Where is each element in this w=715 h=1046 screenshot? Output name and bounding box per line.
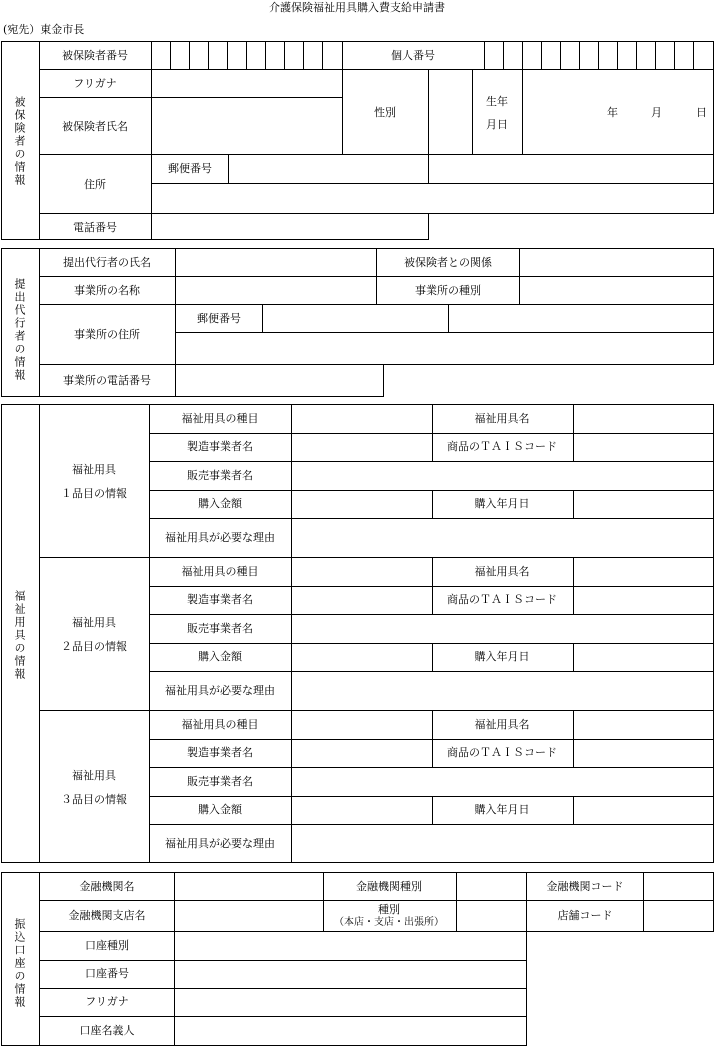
item-2-product-name-label: 福祉用具名 xyxy=(474,565,530,578)
birth-day-unit: 日 xyxy=(696,106,707,119)
office-phone-label: 事業所の電話番号 xyxy=(63,374,151,387)
branch-kind-label-1: 種別 xyxy=(378,903,400,916)
item-1-tais-label: 商品のＴＡＩＳコード xyxy=(447,440,557,453)
item-3-sublabel: ３品目の情報 xyxy=(61,793,127,806)
item-2-amount-label: 購入金額 xyxy=(198,650,242,663)
item-3-type-label: 福祉用具の種目 xyxy=(181,718,259,731)
account-furigana-label: フリガナ xyxy=(85,995,129,1008)
item-3-label: 福祉用具 xyxy=(72,769,116,782)
address-label: 住所 xyxy=(84,178,106,191)
item-1-type-label: 福祉用具の種目 xyxy=(181,412,259,425)
item-3-reason-label: 福祉用具が必要な理由 xyxy=(165,837,275,850)
item-1-seller-label: 販売事業者名 xyxy=(187,469,253,482)
item-2-reason-label: 福祉用具が必要な理由 xyxy=(165,684,275,697)
branch-code-label: 店舗コード xyxy=(557,909,613,922)
birth-month-unit: 月 xyxy=(651,106,662,119)
item-2-seller-label: 販売事業者名 xyxy=(187,622,253,635)
addressee: (宛先）東金市長 xyxy=(3,23,85,36)
furigana-label: フリガナ xyxy=(73,77,117,90)
account-type-label: 口座種別 xyxy=(85,939,129,952)
office-name-label: 事業所の名称 xyxy=(74,284,140,297)
birth-label-1: 生年 xyxy=(486,95,508,108)
equipment-section-label: 福祉用具の情報 xyxy=(13,590,26,681)
account-number-label: 口座番号 xyxy=(85,967,129,980)
branch-label: 金融機関支店名 xyxy=(68,909,146,922)
gender-label: 性別 xyxy=(374,106,396,119)
account-holder-label: 口座名義人 xyxy=(79,1024,135,1037)
item-2-tais-label: 商品のＴＡＩＳコード xyxy=(447,593,557,606)
birth-year-unit: 年 xyxy=(607,106,618,119)
item-1-label: 福祉用具 xyxy=(72,463,116,476)
item-3-manufacturer-label: 製造事業者名 xyxy=(187,746,253,759)
agent-name-label: 提出代行者の氏名 xyxy=(63,256,151,269)
form-title: 介護保険福祉用具購入費支給申請書 xyxy=(269,1,445,14)
item-3-product-name-label: 福祉用具名 xyxy=(474,718,530,731)
office-postal-label: 郵便番号 xyxy=(197,312,241,325)
personal-number-label: 個人番号 xyxy=(391,49,435,62)
item-3-seller-label: 販売事業者名 xyxy=(187,775,253,788)
item-2-sublabel: ２品目の情報 xyxy=(61,640,127,653)
insured-number-label: 被保険者番号 xyxy=(62,49,128,62)
item-2-type-label: 福祉用具の種目 xyxy=(181,565,259,578)
item-3-tais-label: 商品のＴＡＩＳコード xyxy=(447,746,557,759)
relation-label: 被保険者との関係 xyxy=(404,256,492,269)
item-1-purchase-date-label: 購入年月日 xyxy=(474,497,530,510)
agent-section-label: 提出代行者の情報 xyxy=(13,278,26,382)
bank-section-label: 振込口座の情報 xyxy=(13,918,26,1009)
insured-section-label: 被保険者の情報 xyxy=(13,96,26,187)
insured-name-label: 被保険者氏名 xyxy=(62,120,128,133)
item-2-label: 福祉用具 xyxy=(72,616,116,629)
item-2-manufacturer-label: 製造事業者名 xyxy=(187,593,253,606)
item-1-product-name-label: 福祉用具名 xyxy=(474,412,530,425)
item-1-reason-label: 福祉用具が必要な理由 xyxy=(165,531,275,544)
item-1-manufacturer-label: 製造事業者名 xyxy=(187,440,253,453)
institution-type-label: 金融機関種別 xyxy=(356,880,422,893)
office-address-label: 事業所の住所 xyxy=(74,328,140,341)
phone-label: 電話番号 xyxy=(73,221,117,234)
branch-kind-label-2: （本店・支店・出張所） xyxy=(334,917,444,928)
institution-label: 金融機関名 xyxy=(79,880,135,893)
item-1-sublabel: １品目の情報 xyxy=(61,487,127,500)
postal-label: 郵便番号 xyxy=(168,162,212,175)
item-1-amount-label: 購入金額 xyxy=(198,497,242,510)
birth-label-2: 月日 xyxy=(486,118,508,131)
item-2-purchase-date-label: 購入年月日 xyxy=(474,650,530,663)
office-type-label: 事業所の種別 xyxy=(415,284,481,297)
item-3-purchase-date-label: 購入年月日 xyxy=(474,803,530,816)
institution-code-label: 金融機関コード xyxy=(546,880,624,893)
item-3-amount-label: 購入金額 xyxy=(198,803,242,816)
